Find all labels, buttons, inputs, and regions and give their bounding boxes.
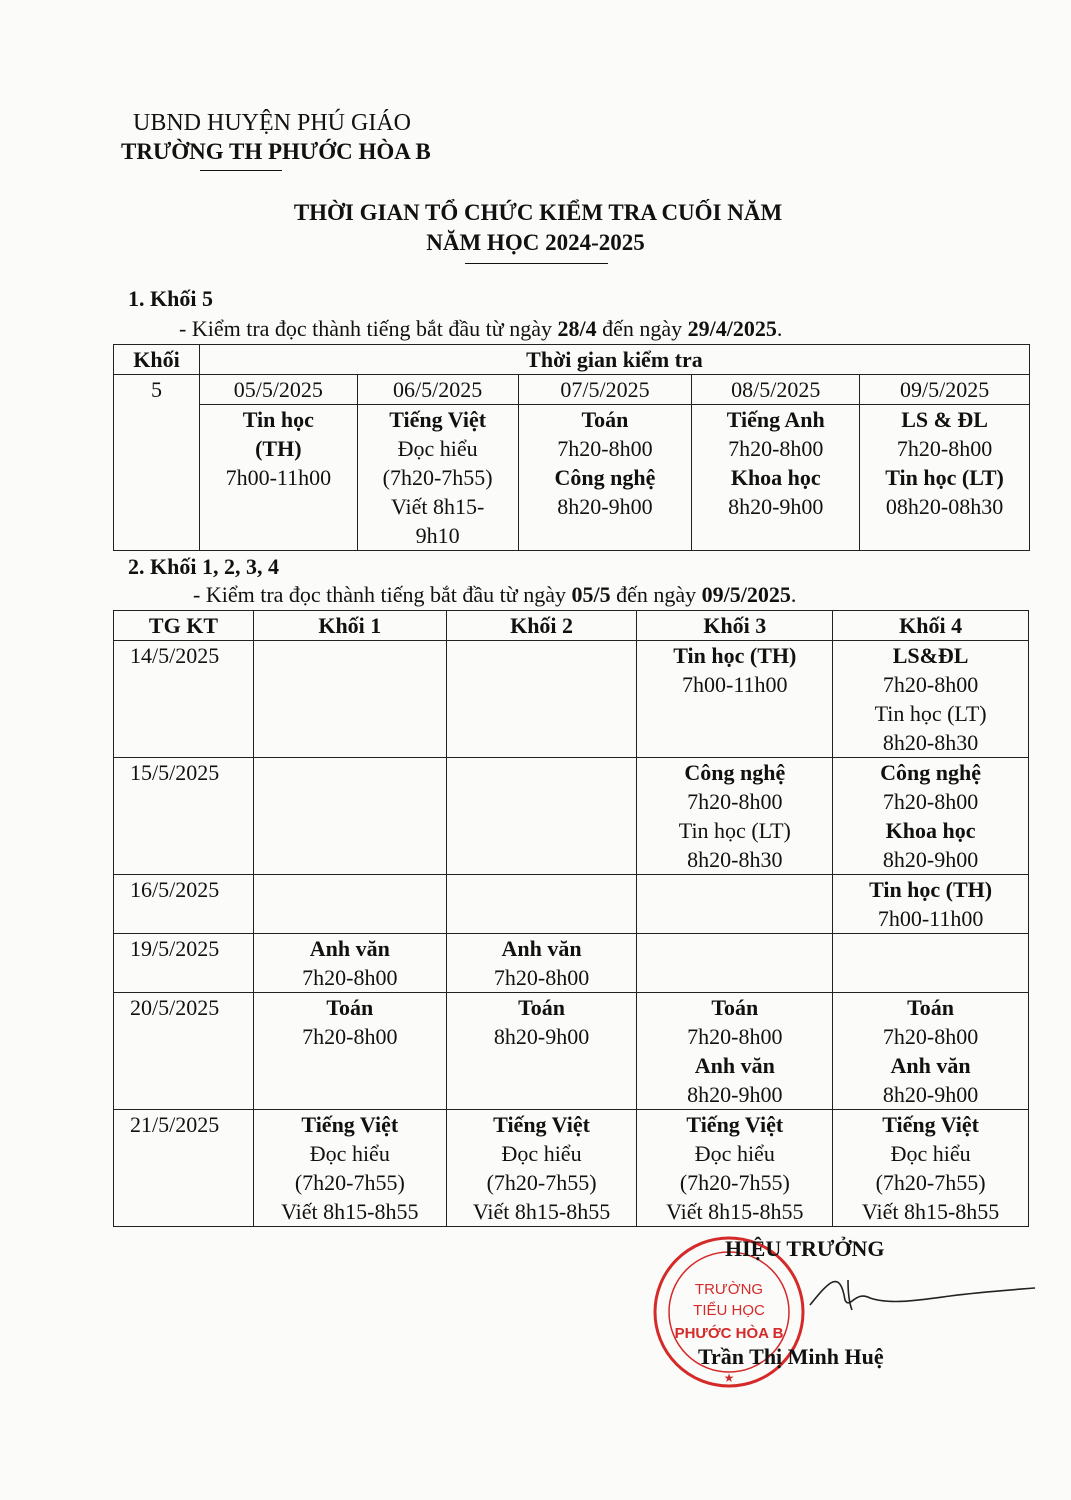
cell-line: Tiếng Việt: [686, 1112, 784, 1137]
date-cell: 15/5/2025: [114, 758, 254, 875]
cell-line: Tin học (LT): [874, 701, 987, 726]
signature-title: HIỆU TRƯỞNG: [725, 1236, 885, 1261]
cell-line: Viết 8h15-8h55: [281, 1199, 419, 1224]
exam-cell-k4: [833, 758, 1029, 875]
cell-line: (7h20-7h55): [486, 1170, 597, 1195]
cell-line: Tin học (TH): [869, 877, 993, 902]
cell-line: (7h20-7h55): [294, 1170, 405, 1195]
exam-cell-k1: [253, 934, 446, 993]
exam-cell-k4: [833, 934, 1029, 993]
exam-cell: Toán 7h20-8h00 Công nghệ 8h20-9h00: [518, 405, 692, 551]
header-khoi-2: Khối 2: [446, 611, 637, 641]
cell-line: Đọc hiểu: [890, 1141, 971, 1166]
header-khoi-1: Khối 1: [253, 611, 446, 641]
header-tgkt: TG KT: [114, 611, 254, 641]
exam-cell-k3: [637, 641, 833, 758]
date-cell: 19/5/2025: [114, 934, 254, 993]
exam-cell-k1: [253, 993, 446, 1110]
cell-line: Đọc hiểu: [694, 1141, 775, 1166]
table-row: [114, 641, 1029, 758]
cell-line: Anh văn: [501, 936, 582, 961]
exam-cell-k3: [637, 934, 833, 993]
table-row: [114, 758, 1029, 875]
exam-cell-k4: [833, 993, 1029, 1110]
cell-line: 8h20-9h00: [882, 847, 979, 872]
org-line-2: TRƯỜNG TH PHƯỚC HÒA B: [121, 139, 431, 164]
exam-cell-k4: [833, 875, 1029, 934]
cell-line: 7h20-8h00: [687, 789, 783, 814]
exam-cell-k2: [446, 993, 637, 1110]
header-khoi: Khối: [114, 345, 200, 375]
exam-cell-k2: [446, 1110, 637, 1227]
stamp-line-3: PHƯỚC HÒA B: [674, 1325, 784, 1342]
cell-line: Viết 8h15-8h55: [861, 1199, 1000, 1224]
date-cell: 08/5/2025: [692, 375, 860, 405]
cell-line: Anh văn: [694, 1053, 775, 1078]
cell-line: Toán: [326, 995, 374, 1020]
header-khoi-3: Khối 3: [637, 611, 833, 641]
org-underline: [200, 170, 282, 171]
date-cell: 14/5/2025: [114, 641, 254, 758]
cell-line: 7h00-11h00: [682, 672, 788, 697]
exam-cell: Tiếng Anh 7h20-8h00 Khoa học 8h20-9h00: [692, 405, 860, 551]
principal-name: Trần Thị Minh Huệ: [698, 1344, 884, 1369]
cell-line: Tin học (LT): [678, 818, 791, 843]
section-2-note: - Kiểm tra đọc thành tiếng bắt đầu từ ngày 05/5 đến ngày 09/5/2025.: [193, 582, 797, 607]
cell-line: 7h00-11h00: [877, 906, 984, 931]
header-time: Thời gian kiểm tra: [199, 345, 1029, 375]
org-line-1: UBND HUYỆN PHÚ GIÁO: [133, 110, 411, 136]
section-2-heading: 2. Khối 1, 2, 3, 4: [128, 554, 279, 579]
exam-cell: Tiếng Việt Đọc hiểu (7h20-7h55) Viết 8h15- 9h10: [357, 405, 518, 551]
cell-line: 7h20-8h00: [882, 789, 979, 814]
exam-cell-k1: [253, 875, 446, 934]
grades-1-4-schedule-table: [113, 610, 1029, 1227]
exam-cell-k2: [446, 934, 637, 993]
cell-line: 8h20-8h30: [882, 730, 979, 755]
table-row: [114, 993, 1029, 1110]
cell-line: Tiếng Việt: [301, 1112, 399, 1137]
date-cell: 09/5/2025: [860, 375, 1030, 405]
date-cell: 05/5/2025: [199, 375, 357, 405]
cell-line: Tin học (TH): [673, 643, 797, 668]
stamp-star: ★: [723, 1371, 735, 1385]
cell-line: Toán: [907, 995, 955, 1020]
table-row: [114, 875, 1029, 934]
exam-cell: Tin học (TH) 7h00-11h00: [199, 405, 357, 551]
exam-cell-k3: [637, 758, 833, 875]
cell-line: 8h20-9h00: [493, 1024, 590, 1049]
cell-line: Đọc hiểu: [309, 1141, 390, 1166]
cell-line: Anh văn: [309, 936, 390, 961]
document-subtitle: NĂM HỌC 2024-2025: [426, 230, 645, 255]
exam-cell-k1: [253, 758, 446, 875]
cell-line: 7h20-8h00: [493, 965, 590, 990]
cell-line: Anh văn: [890, 1053, 971, 1078]
date-cell: 20/5/2025: [114, 993, 254, 1110]
cell-line: 7h20-8h00: [687, 1024, 783, 1049]
grade-5-schedule-table: [113, 344, 1030, 551]
table-row: [114, 1110, 1029, 1227]
stamp-line-2: TIỂU HỌC: [693, 1302, 765, 1319]
date-cell: 21/5/2025: [114, 1110, 254, 1227]
stamp-line-1: TRƯỜNG: [694, 1281, 764, 1298]
cell-line: 8h20-9h00: [687, 1082, 783, 1107]
exam-cell-k3: [637, 993, 833, 1110]
cell-line: (7h20-7h55): [875, 1170, 986, 1195]
title-underline: [465, 263, 608, 264]
date-cell: 07/5/2025: [518, 375, 692, 405]
cell-line: 8h20-8h30: [687, 847, 783, 872]
header-khoi-4: Khối 4: [833, 611, 1029, 641]
exam-cell-k2: [446, 758, 637, 875]
cell-line: Toán: [711, 995, 759, 1020]
cell-line: Tiếng Việt: [882, 1112, 979, 1137]
date-cell: 16/5/2025: [114, 875, 254, 934]
exam-cell: LS & ĐL 7h20-8h00 Tin học (LT) 08h20-08h30: [860, 405, 1030, 551]
document-title: THỜI GIAN TỔ CHỨC KIỂM TRA CUỐI NĂM: [293, 200, 783, 225]
exam-cell-k1: [253, 641, 446, 758]
exam-cell-k4: [833, 1110, 1029, 1227]
cell-line: Khoa học: [885, 818, 976, 843]
date-cell: 06/5/2025: [357, 375, 518, 405]
cell-line: 7h20-8h00: [882, 672, 979, 697]
schedule-rows: [114, 641, 1029, 1227]
table-row: [114, 934, 1029, 993]
cell-line: 7h20-8h00: [302, 965, 398, 990]
cell-line: 7h20-8h00: [882, 1024, 979, 1049]
cell-line: Công nghệ: [880, 760, 982, 785]
section-1-note: - Kiểm tra đọc thành tiếng bắt đầu từ ngày 28/4 đến ngày 29/4/2025.: [179, 316, 783, 341]
handwritten-signature: [800, 1260, 1040, 1320]
exam-cell-k3: [637, 1110, 833, 1227]
cell-line: Viết 8h15-8h55: [472, 1199, 611, 1224]
cell-line: LS&ĐL: [892, 643, 969, 668]
cell-line: Toán: [518, 995, 565, 1020]
exam-cell-k1: [253, 1110, 446, 1227]
cell-line: Viết 8h15-8h55: [666, 1199, 804, 1224]
cell-line: 7h20-8h00: [302, 1024, 398, 1049]
exam-cell-k3: [637, 875, 833, 934]
cell-line: Công nghệ: [684, 760, 786, 785]
khoi-value: 5: [114, 375, 200, 551]
cell-line: (7h20-7h55): [679, 1170, 790, 1195]
cell-line: Đọc hiểu: [501, 1141, 582, 1166]
section-1-heading: 1. Khối 5: [128, 286, 213, 311]
cell-line: 8h20-9h00: [882, 1082, 979, 1107]
exam-cell-k4: [833, 641, 1029, 758]
exam-cell-k2: [446, 641, 637, 758]
cell-line: Tiếng Việt: [493, 1112, 590, 1137]
exam-cell-k2: [446, 875, 637, 934]
